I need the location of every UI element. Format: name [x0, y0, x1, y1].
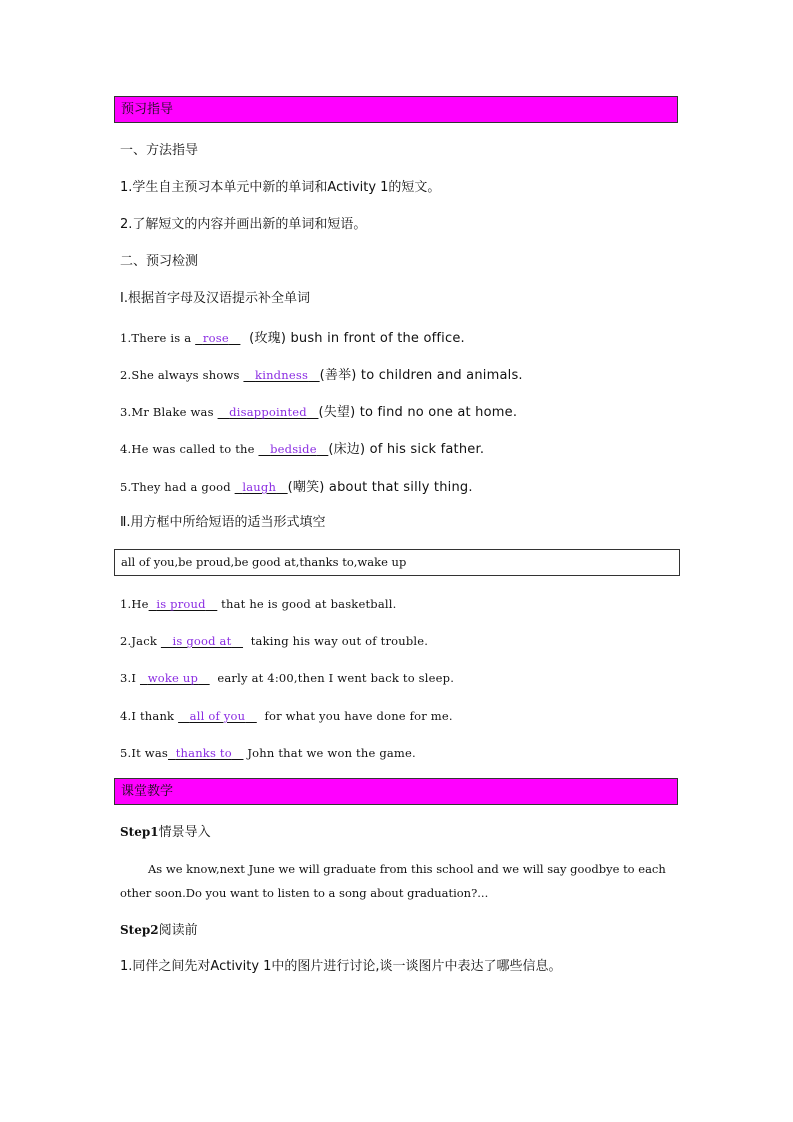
- answer-blank: woke up: [147, 671, 199, 685]
- step1-paragraph: As we know,next June we will graduate from this school and we will say goodbye to each other soon.Do you want to listen to a song about graduation?...: [120, 862, 666, 900]
- item-suffix: that he is good at basketball.: [221, 597, 397, 611]
- part2-item-3: [120, 669, 454, 687]
- step2-item-1: 1.同伴之间先对Activity 1中的图片进行讨论,谈一谈图片中表达了哪些信息。: [120, 959, 562, 974]
- item-prefix: 4.He was called to the: [120, 442, 259, 456]
- part1-item-3: [120, 403, 517, 422]
- part2-item-4: [120, 707, 453, 725]
- item-prefix: 1.He: [120, 597, 149, 611]
- item-prefix: 5.It was: [120, 746, 168, 760]
- part2-title: Ⅱ.用方框中所给短语的适当形式填空: [120, 515, 326, 530]
- method-item-1: 1.学生自主预习本单元中新的单词和Activity 1的短文。: [120, 180, 441, 195]
- answer-blank: thanks to: [175, 746, 232, 760]
- part1-item-1: [120, 329, 465, 348]
- item-prefix: 3.Mr Blake was: [120, 405, 218, 419]
- item-suffix: (善举) to children and animals.: [319, 368, 523, 383]
- method-title: 一、方法指导: [120, 143, 199, 158]
- answer-blank: all of you: [189, 709, 246, 723]
- answer-blank: disappointed: [229, 405, 307, 419]
- part2-item-5: [120, 744, 416, 762]
- step1-title: 情景导入: [158, 825, 211, 840]
- answer-blank: is good at: [172, 634, 232, 648]
- part1-title: Ⅰ.根据首字母及汉语提示补全单词: [120, 291, 310, 306]
- answer-blank: rose: [202, 331, 229, 345]
- check-title: 二、预习检测: [120, 254, 199, 269]
- item-suffix: (嘲笑) about that silly thing.: [287, 480, 473, 495]
- section-banner-preview: 预习指导: [114, 96, 678, 123]
- section-banner-classroom: 课堂教学: [114, 778, 678, 805]
- item-prefix: 2.She always shows: [120, 368, 244, 382]
- answer-blank: kindness: [255, 368, 309, 382]
- phrase-box: all of you,be proud,be good at,thanks to,wake up: [114, 549, 680, 576]
- item-suffix: taking his way out of trouble.: [250, 634, 429, 648]
- item-suffix: for what you have done for me.: [264, 709, 453, 723]
- part1-item-5: [120, 478, 473, 497]
- answer-blank: bedside: [270, 442, 317, 456]
- method-item-2: 2.了解短文的内容并画出新的单词和短语。: [120, 217, 367, 232]
- answer-blank: is proud: [156, 597, 206, 611]
- item-prefix: 2.Jack: [120, 634, 161, 648]
- item-suffix: (床边) of his sick father.: [328, 442, 485, 457]
- item-suffix: early at 4:00,then I went back to sleep.: [217, 671, 455, 685]
- step1-label: Step1: [120, 825, 159, 839]
- answer-blank: laugh: [242, 480, 277, 494]
- step2-label: Step2: [120, 923, 159, 937]
- part2-item-1: [120, 595, 397, 613]
- item-suffix: (失望) to find no one at home.: [318, 405, 518, 420]
- part1-item-2: [120, 366, 523, 385]
- step2-heading: [120, 921, 198, 940]
- step2-title: 阅读前: [158, 923, 198, 938]
- part2-item-2: [120, 632, 428, 650]
- item-prefix: 3.I: [120, 671, 140, 685]
- item-suffix: (玫瑰) bush in front of the office.: [249, 331, 465, 346]
- step1-heading: [120, 823, 211, 842]
- item-suffix: John that we won the game.: [247, 746, 416, 760]
- part1-item-4: [120, 440, 484, 459]
- item-prefix: 1.There is a: [120, 331, 196, 345]
- item-prefix: 4.I thank: [120, 709, 179, 723]
- item-prefix: 5.They had a good: [120, 480, 235, 494]
